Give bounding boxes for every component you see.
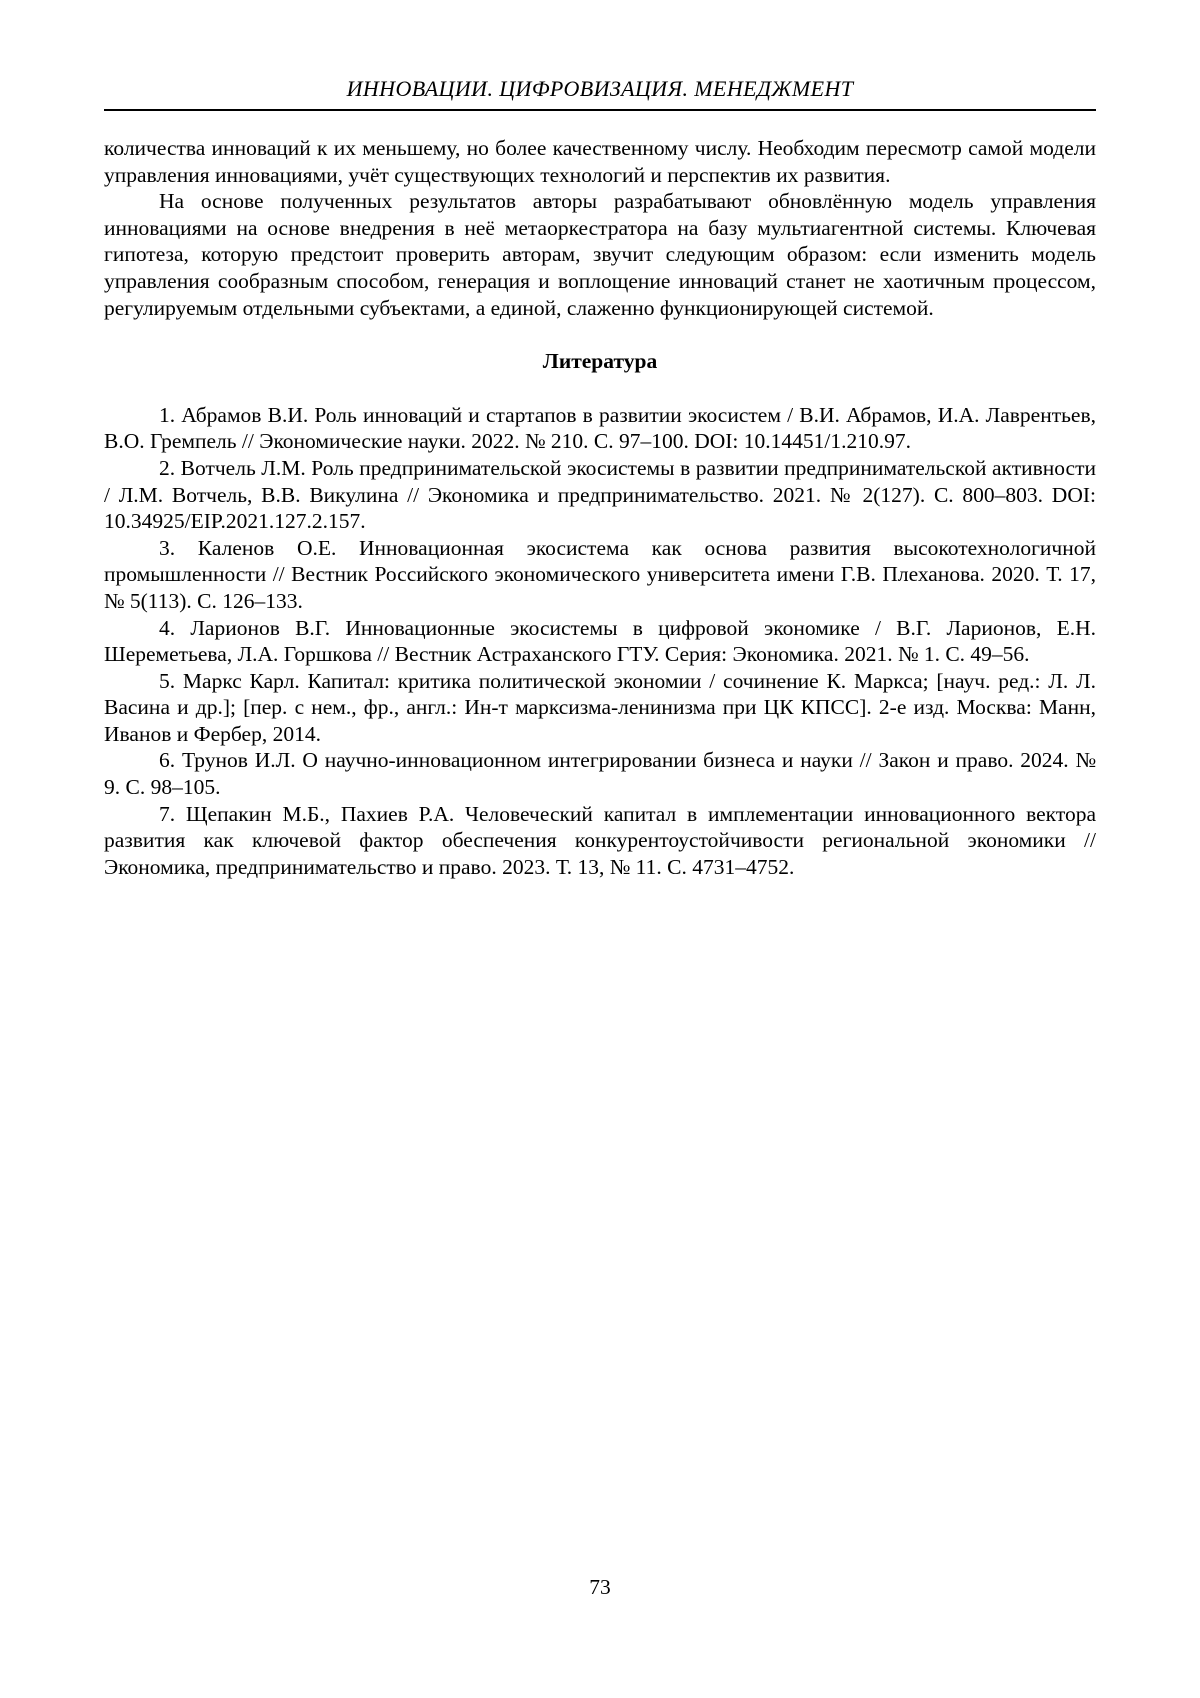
reference-item: 4. Ларионов В.Г. Инновационные экосистемы в цифровой экономике / В.Г. Ларионов, Е.Н. Шереметьева, Л.А. Горшкова // Вестник Астраханского ГТУ. Серия: Экономика. 2021. № 1. С. 49–56.: [104, 615, 1096, 667]
header-rule: [104, 109, 1096, 111]
reference-item: 1. Абрамов В.И. Роль инноваций и стартапов в развитии экосистем / В.И. Абрамов, И.А. Лаврентьев, В.О. Гремпель // Экономические науки. 2022. № 210. С. 97–100. DOI: 10.14451/1.210.97.: [104, 402, 1096, 454]
page-body: [104, 135, 1096, 880]
page-header: [104, 76, 1096, 111]
reference-item: 2. Вотчель Л.М. Роль предпринимательской экосистемы в развитии предпринимательской активности / Л.М. Вотчель, В.В. Викулина // Экономика и предпринимательство. 2021. № 2(127). С. 800–803. DOI: 10.34925/EIP.2021.127.2.157.: [104, 455, 1096, 534]
page-number: 73: [589, 1575, 611, 1599]
body-paragraph: количества инноваций к их меньшему, но более качественному числу. Необходим пересмотр самой модели управления инновациями, учёт существующих технологий и перспектив их развития.: [104, 136, 1096, 187]
reference-item: 3. Каленов О.Е. Инновационная экосистема как основа развития высокотехнологичной промышленности // Вестник Российского экономического университета имени Г.В. Плеханова. 2020. Т. 17, № 5(113). С. 126–133.: [104, 535, 1096, 613]
reference-item: 5. Маркс Карл. Капитал: критика политической экономии / сочинение К. Маркса; [науч. ред.: Л. Л. Васина и др.]; [пер. с нем., фр., англ.: Ин-т марксизма-ленинизма при ЦК КПСС]. 2-е изд. Москва: Манн, Иванов и Фербер, 2014.: [104, 668, 1096, 746]
section-heading-literatura: Литература: [542, 349, 658, 374]
body-paragraph: На основе полученных результатов авторы разрабатывают обновлённую модель управления инновациями на основе внедрения в неё метаоркестратора на базу мультиагентной системы. Ключевая гипотеза, которую предстоит проверить авторам, звучит следующим образом: если изменить модель управления сообразным способом, генерация и воплощение инноваций станет не хаотичным процессом, регулируемым отдельными субъектами, а единой, слаженно функционирующей системой.: [104, 189, 1096, 320]
running-head-title: ИННОВАЦИИ. ЦИФРОВИЗАЦИЯ. МЕНЕДЖМЕНТ: [346, 76, 854, 101]
reference-item: 7. Щепакин М.Б., Пахиев Р.А. Человеческий капитал в имплементации инновационного вектора развития как ключевой фактор обеспечения конкурентоустойчивости региональной экономики // Экономика, предпринимательство и право. 2023. Т. 13, № 11. С. 4731–4752.: [104, 801, 1096, 879]
reference-item: 6. Трунов И.Л. О научно-инновационном интегрировании бизнеса и науки // Закон и право. 2024. № 9. С. 98–105.: [104, 748, 1096, 800]
